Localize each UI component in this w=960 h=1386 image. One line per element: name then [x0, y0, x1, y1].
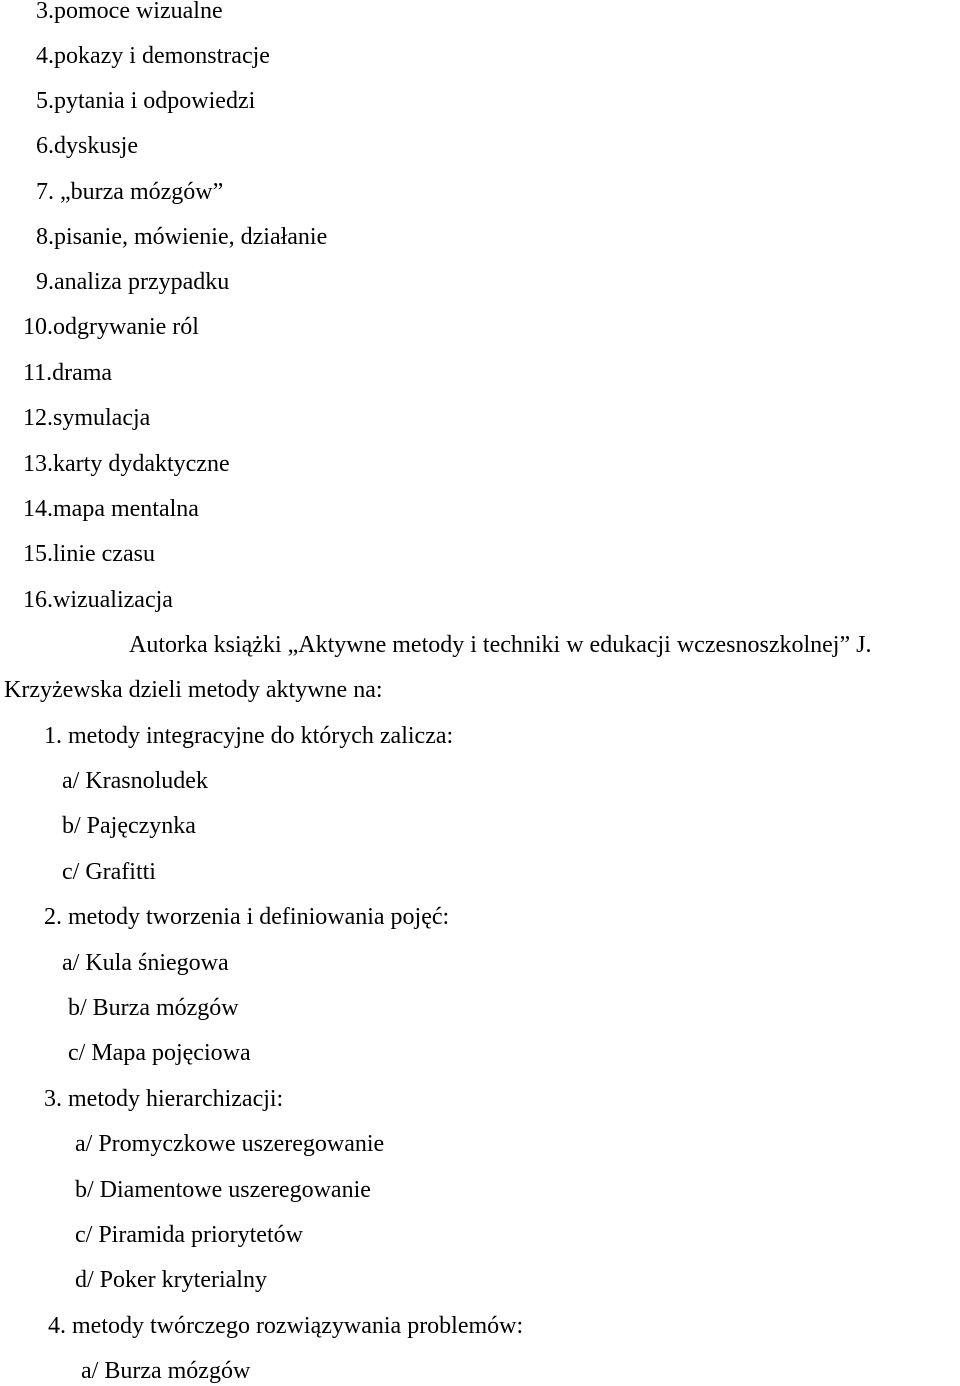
- section-item: b/ Burza mózgów: [68, 995, 239, 1021]
- section-item: b/ Diamentowe uszeregowanie: [75, 1177, 371, 1203]
- section-item: c/ Mapa pojęciowa: [68, 1040, 251, 1066]
- section-item: c/ Grafitti: [62, 859, 156, 885]
- list-item: 14.mapa mentalna: [23, 496, 199, 522]
- section-item: c/ Piramida priorytetów: [75, 1222, 303, 1248]
- list-item: 11.drama: [23, 360, 113, 386]
- section-heading: 1. metody integracyjne do których zalicza:: [44, 723, 454, 749]
- paragraph-line: Autorka książki „Aktywne metody i techniki w edukacji wczesnoszkolnej” J.: [129, 632, 872, 658]
- list-item: 9.analiza przypadku: [36, 269, 230, 295]
- list-item: 10.odgrywanie ról: [23, 314, 199, 340]
- list-item: 4.pokazy i demonstracje: [36, 43, 270, 69]
- list-item: 16.wizualizacja: [23, 587, 173, 613]
- list-item: 15.linie czasu: [23, 541, 155, 567]
- paragraph-line: Krzyżewska dzieli metody aktywne na:: [4, 677, 383, 703]
- list-item: 8.pisanie, mówienie, działanie: [36, 224, 328, 250]
- section-item: d/ Poker kryterialny: [75, 1267, 267, 1293]
- section-item: a/ Kula śniegowa: [62, 950, 229, 976]
- section-heading: 2. metody tworzenia i definiowania pojęć:: [44, 904, 450, 930]
- list-item: 6.dyskusje: [36, 133, 138, 159]
- list-item: 12.symulacja: [23, 405, 151, 431]
- section-item: a/ Burza mózgów: [81, 1358, 251, 1384]
- list-item: 5.pytania i odpowiedzi: [36, 88, 256, 114]
- list-item: 7. „burza mózgów”: [36, 179, 224, 205]
- section-heading: 3. metody hierarchizacji:: [44, 1086, 284, 1112]
- section-heading: 4. metody twórczego rozwiązywania problemów:: [48, 1313, 524, 1339]
- section-item: a/ Krasnoludek: [62, 768, 208, 794]
- section-item: b/ Pajęczynka: [62, 813, 196, 839]
- list-item: 13.karty dydaktyczne: [23, 451, 230, 477]
- section-item: a/ Promyczkowe uszeregowanie: [75, 1131, 385, 1157]
- list-item: 3.pomoce wizualne: [36, 0, 223, 24]
